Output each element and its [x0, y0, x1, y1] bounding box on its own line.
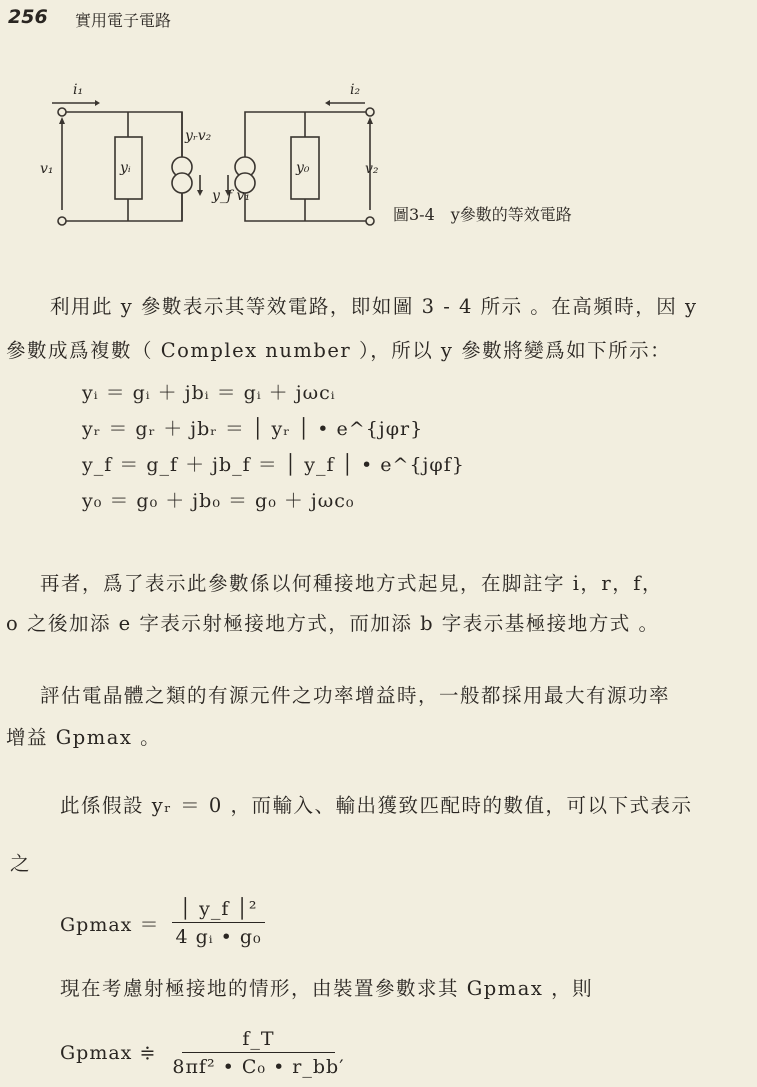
paragraph-line: 增益 Gpmax 。: [6, 726, 162, 749]
denominator: 8πf² • C₀ • r_bb′: [172, 1056, 345, 1078]
gpmax-formula-2: [60, 1028, 353, 1078]
label-yf-v1: y_f v₁: [212, 188, 251, 204]
equation-yi: yᵢ ＝ gᵢ ＋ jbᵢ ＝ gᵢ ＋ jωcᵢ: [82, 382, 336, 404]
numerator: f_T: [182, 1028, 334, 1053]
y-parameter-circuit-diagram: [0, 70, 757, 240]
book-title: 實用電子電路: [75, 11, 172, 30]
label-v2: v₂: [365, 161, 379, 177]
paragraph-line: 評估電晶體之類的有源元件之功率增益時，一般都採用最大有源功率: [40, 684, 671, 707]
label-yi: yᵢ: [120, 160, 131, 176]
formula-lhs: Gpmax ＝: [60, 913, 160, 936]
equation-yr: yᵣ ＝ gᵣ ＋ jbᵣ ＝ │ yᵣ │ • e^{jφr}: [82, 418, 424, 440]
gpmax-formula-1: [60, 898, 270, 948]
page-number: 256: [8, 6, 48, 28]
paragraph-line: 參數成爲複數（ Complex number ），所以 y 參數將變爲如下所示：: [6, 339, 672, 362]
paragraph-line: o 之後加添 e 字表示射極接地方式，而加添 b 字表示基極接地方式 。: [6, 612, 660, 635]
equation-yo: y₀ ＝ g₀ ＋ jb₀ ＝ g₀ ＋ jωc₀: [82, 490, 355, 512]
label-i2: i₂: [350, 82, 361, 98]
numerator: │ y_f │²: [172, 898, 266, 923]
paragraph-line: 再者，爲了表示此參數係以何種接地方式起見，在脚註字 i，r，f，: [40, 572, 663, 595]
label-v1: v₁: [40, 161, 54, 177]
paragraph-line: 現在考慮射極接地的情形，由裝置參數求其 Gpmax ，則: [60, 977, 594, 1000]
paragraph-line: 利用此 y 參數表示其等效電路，即如圖 3 - 4 所示 。在高頻時，因 y: [50, 295, 698, 318]
formula-lhs: Gpmax ≑: [60, 1042, 157, 1064]
label-yo: y₀: [296, 160, 310, 176]
fraction: [164, 1028, 352, 1078]
figure-caption: 圖3-4 y參數的等效電路: [393, 205, 572, 224]
equation-yf: y_f ＝ g_f ＋ jb_f ＝ │ y_f │ • e^{jφf}: [82, 454, 465, 476]
paragraph-line: 此係假設 yᵣ ＝ 0 ，而輸入、輸出獲致匹配時的數值，可以下式表示: [60, 794, 693, 817]
label-yr-v2: yᵣv₂: [185, 128, 212, 144]
denominator: 4 gᵢ • g₀: [175, 926, 262, 948]
fraction: [167, 898, 269, 948]
label-i1: i₁: [73, 82, 84, 98]
paragraph-line: 之: [10, 852, 32, 875]
